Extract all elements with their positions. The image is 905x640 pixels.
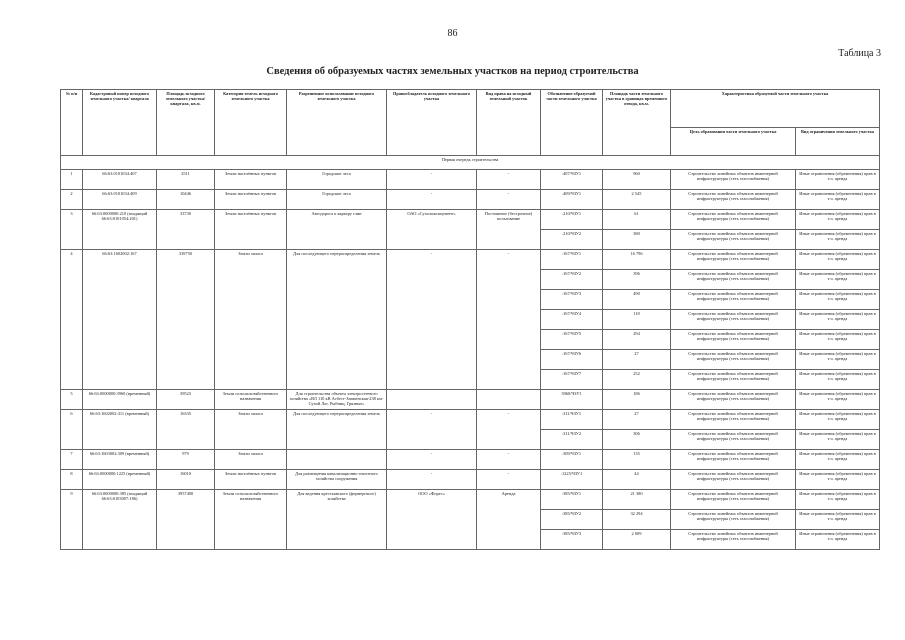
cell-part-area: 306 <box>603 430 671 450</box>
cell-holder: ОАО «Сухоложскцемент» <box>387 210 477 250</box>
cell-category: Земли запаса <box>215 450 287 470</box>
cell-purpose: Строительство линейных объектов инженерной инфраструктуры (сеть газоснабжения) <box>671 290 796 310</box>
cell-restriction: Иные ограничения (обременения) прав в т.ч. аренда <box>796 350 880 370</box>
table-row <box>61 410 880 430</box>
cell-holder: - <box>387 470 477 490</box>
cell-holder: - <box>387 170 477 190</box>
cell-cadastral: 66:63:1602002:167 <box>83 250 157 390</box>
cell-part: 3960/ЧЗУ1 <box>541 390 603 410</box>
cell-part: :385/ЧЗУ3 <box>541 530 603 550</box>
table-row <box>61 170 880 190</box>
header-category: Категория земель исходного земельного участка <box>215 90 287 156</box>
cell-part: :385/ЧЗУ2 <box>541 510 603 530</box>
cell-right <box>477 390 541 410</box>
cell-purpose: Строительство линейных объектов инженерной инфраструктуры (сеть газоснабжения) <box>671 330 796 350</box>
cell-area: 39523 <box>157 390 215 410</box>
cell-purpose: Строительство линейных объектов инженерной инфраструктуры (сеть газоснабжения) <box>671 470 796 490</box>
cell-cadastral: 66:63:0000000:3960 (временный) <box>83 390 157 410</box>
cell-cadastral: 66:63:0000000:210 (входящий 66:63:0101054:201) <box>83 210 157 250</box>
cell-num: 9 <box>61 490 83 550</box>
cell-part: :167/ЧЗУ2 <box>541 270 603 290</box>
cell-purpose: Строительство линейных объектов инженерной инфраструктуры (сеть газоснабжения) <box>671 350 796 370</box>
table-row <box>61 190 880 210</box>
cell-part: :409/ЧЗУ1 <box>541 190 603 210</box>
cell-num: 4 <box>61 250 83 390</box>
header-area: Площадь исходного земельного участка/ квартала, кв.м. <box>157 90 215 156</box>
table-row <box>61 210 880 230</box>
cell-right: - <box>477 410 541 450</box>
cell-part: :1225/ЧЗУ1 <box>541 470 603 490</box>
cell-permitted-use: Для размещения канализационно-очистного хозяйства сооружения <box>287 470 387 490</box>
cell-area: 33730 <box>157 210 215 250</box>
cell-holder: - <box>387 410 477 450</box>
cell-right: Постоянное (бессрочное) пользование <box>477 210 541 250</box>
cell-area: 339750 <box>157 250 215 390</box>
cell-part: :385/ЧЗУ1 <box>541 490 603 510</box>
cell-purpose: Строительство линейных объектов инженерной инфраструктуры (сеть газоснабжения) <box>671 490 796 510</box>
cell-area: 2511 <box>157 170 215 190</box>
cell-part-area: 27 <box>603 410 671 430</box>
header-part: Обозначение образуемой части земельного участка <box>541 90 603 156</box>
table-row <box>61 450 880 470</box>
cell-permitted-use: Для последующего перераспределения земель <box>287 250 387 390</box>
cell-area: 16335 <box>157 410 215 450</box>
cell-cadastral: 66:63:1603002:309 (временный) <box>83 450 157 470</box>
cell-restriction: Иные ограничения (обременения) прав в т.ч. аренда <box>796 530 880 550</box>
cell-part-area: 32 294 <box>603 510 671 530</box>
header-restriction: Вид ограничения земельного участка <box>796 128 880 156</box>
cell-purpose: Строительство линейных объектов инженерной инфраструктуры (сеть газоснабжения) <box>671 170 796 190</box>
cell-category: Земли населённых пунктов <box>215 470 287 490</box>
cell-category: Земли запаса <box>215 250 287 390</box>
cell-cadastral: 66:63:0101034:407 <box>83 170 157 190</box>
table-row <box>61 390 880 410</box>
cell-purpose: Строительство линейных объектов инженерной инфраструктуры (сеть газоснабжения) <box>671 190 796 210</box>
cell-restriction: Иные ограничения (обременения) прав в т.ч. аренда <box>796 490 880 510</box>
header-part-area: Площадь части земельного участка в границах временного отвода, кв.м. <box>603 90 671 156</box>
header-permitted-use: Разрешенное использование исходного земельного участка <box>287 90 387 156</box>
cell-part: :167/ЧЗУ3 <box>541 290 603 310</box>
cell-num: 2 <box>61 190 83 210</box>
cell-permitted-use: Для последующего перераспределения земель <box>287 410 387 450</box>
table-row <box>61 470 880 490</box>
cell-cadastral: 66:63:0000000:385 (входящий 66:63:0103007:186) <box>83 490 157 550</box>
cell-restriction: Иные ограничения (обременения) прав в т.ч. аренда <box>796 230 880 250</box>
header-num: № п/п <box>61 90 83 156</box>
cell-num: 8 <box>61 470 83 490</box>
cell-restriction: Иные ограничения (обременения) прав в т.ч. аренда <box>796 250 880 270</box>
cell-area: 10446 <box>157 190 215 210</box>
cell-holder: - <box>387 190 477 210</box>
cell-restriction: Иные ограничения (обременения) прав в т.ч. аренда <box>796 310 880 330</box>
cell-cadastral: 66:63:1602002:311 (временный) <box>83 410 157 450</box>
cell-part: :167/ЧЗУ1 <box>541 250 603 270</box>
cell-part: :167/ЧЗУ5 <box>541 330 603 350</box>
cell-cadastral: 66:63:0101034:409 <box>83 190 157 210</box>
cell-num: 5 <box>61 390 83 410</box>
cell-part: :167/ЧЗУ6 <box>541 350 603 370</box>
cell-restriction: Иные ограничения (обременения) прав в т.ч. аренда <box>796 210 880 230</box>
cell-part-area: 252 <box>603 370 671 390</box>
cell-permitted-use: Для строительства объекта электросетевого хозяйства «ВЛ 110 кВ Асбест-Знаменская-238 км-Сухой Лог, Рыбниц, Грязные» <box>287 390 387 410</box>
cell-restriction: Иные ограничения (обременения) прав в т.ч. аренда <box>796 170 880 190</box>
page-number: 86 <box>447 28 458 39</box>
cell-purpose: Строительство линейных объектов инженерной инфраструктуры (сеть газоснабжения) <box>671 230 796 250</box>
header-purpose: Цель образования части земельного участка <box>671 128 796 156</box>
cell-area: 979 <box>157 450 215 470</box>
cell-purpose: Строительство линейных объектов инженерной инфраструктуры (сеть газоснабжения) <box>671 210 796 230</box>
cell-restriction: Иные ограничения (обременения) прав в т.ч. аренда <box>796 270 880 290</box>
cell-permitted-use <box>287 450 387 470</box>
cell-part-area: 118 <box>603 310 671 330</box>
cell-holder: ООО «Форес» <box>387 490 477 550</box>
cell-part-area: 21 380 <box>603 490 671 510</box>
cell-part: :167/ЧЗУ7 <box>541 370 603 390</box>
cell-restriction: Иные ограничения (обременения) прав в т.ч. аренда <box>796 370 880 390</box>
cell-purpose: Строительство линейных объектов инженерной инфраструктуры (сеть газоснабжения) <box>671 430 796 450</box>
cell-part-area: 2 545 <box>603 190 671 210</box>
cell-permitted-use: Для ведения крестьянского (фермерского) хозяйства <box>287 490 387 550</box>
cell-area: 16010 <box>157 470 215 490</box>
cell-right: - <box>477 450 541 470</box>
cell-part-area: 16 796 <box>603 250 671 270</box>
cell-restriction: Иные ограничения (обременения) прав в т.ч. аренда <box>796 470 880 490</box>
cell-num: 7 <box>61 450 83 470</box>
cell-restriction: Иные ограничения (обременения) прав в т.ч. аренда <box>796 290 880 310</box>
cell-num: 6 <box>61 410 83 450</box>
cell-num: 3 <box>61 210 83 250</box>
cell-purpose: Строительство линейных объектов инженерной инфраструктуры (сеть газоснабжения) <box>671 510 796 530</box>
cell-permitted-use: Городские леса <box>287 190 387 210</box>
cell-restriction: Иные ограничения (обременения) прав в т.ч. аренда <box>796 430 880 450</box>
cell-purpose: Строительство линейных объектов инженерной инфраструктуры (сеть газоснабжения) <box>671 310 796 330</box>
cell-part: :210/ЧЗУ2 <box>541 230 603 250</box>
cell-restriction: Иные ограничения (обременения) прав в т.ч. аренда <box>796 190 880 210</box>
cell-category: Земли населённых пунктов <box>215 170 287 190</box>
document-title: Сведения об образуемых частях земельных участков на период строительства <box>266 66 639 77</box>
cell-purpose: Строительство линейных объектов инженерной инфраструктуры (сеть газоснабжения) <box>671 270 796 290</box>
cell-permitted-use: Городские леса <box>287 170 387 190</box>
cell-right: - <box>477 250 541 390</box>
cell-purpose: Строительство линейных объектов инженерной инфраструктуры (сеть газоснабжения) <box>671 410 796 430</box>
cell-area: 3957400 <box>157 490 215 550</box>
cell-part-area: 490 <box>603 290 671 310</box>
cell-category: Земли сельскохозяйственного назначения <box>215 490 287 550</box>
cell-right: - <box>477 190 541 210</box>
table-label: Таблица 3 <box>838 48 881 59</box>
cell-part-area: 960 <box>603 170 671 190</box>
cell-part-area: 61 <box>603 210 671 230</box>
cell-part: :311/ЧЗУ1 <box>541 410 603 430</box>
cell-restriction: Иные ограничения (обременения) прав в т.ч. аренда <box>796 410 880 430</box>
cell-part-area: 380 <box>603 230 671 250</box>
cell-category: Земли населённых пунктов <box>215 210 287 250</box>
cell-part: :309/ЧЗУ1 <box>541 450 603 470</box>
cell-category: Земли сельскохозяйственного назначения <box>215 390 287 410</box>
cell-part-area: 186 <box>603 390 671 410</box>
header-holder: Правообладатель исходного земельного участка <box>387 90 477 156</box>
cell-cadastral: 66:63:0000000:1225 (временный) <box>83 470 157 490</box>
cell-part-area: 44 <box>603 470 671 490</box>
section-row: Первая очередь строительства <box>61 156 880 170</box>
cell-part-area: 135 <box>603 450 671 470</box>
cell-restriction: Иные ограничения (обременения) прав в т.ч. аренда <box>796 510 880 530</box>
cell-purpose: Строительство линейных объектов инженерной инфраструктуры (сеть газоснабжения) <box>671 250 796 270</box>
cell-restriction: Иные ограничения (обременения) прав в т.ч. аренда <box>796 450 880 470</box>
cell-category: Земли запаса <box>215 410 287 450</box>
cell-part: :167/ЧЗУ4 <box>541 310 603 330</box>
cell-right: - <box>477 170 541 190</box>
cell-restriction: Иные ограничения (обременения) прав в т.ч. аренда <box>796 390 880 410</box>
header-right: Вид права на исходный земельный участок <box>477 90 541 156</box>
cell-part: :407/ЧЗУ1 <box>541 170 603 190</box>
cell-right: Аренда <box>477 490 541 550</box>
cell-part: :311/ЧЗУ2 <box>541 430 603 450</box>
cell-purpose: Строительство линейных объектов инженерной инфраструктуры (сеть газоснабжения) <box>671 530 796 550</box>
cell-part-area: 294 <box>603 330 671 350</box>
land-plots-table <box>60 89 880 550</box>
table-body <box>61 156 880 550</box>
cell-purpose: Строительство линейных объектов инженерной инфраструктуры (сеть газоснабжения) <box>671 390 796 410</box>
cell-holder: - <box>387 250 477 390</box>
cell-holder <box>387 390 477 410</box>
cell-restriction: Иные ограничения (обременения) прав в т.ч. аренда <box>796 330 880 350</box>
header-cadastral: Кадастровый номер исходного земельного участка/ квартала <box>83 90 157 156</box>
cell-permitted-use: Автодорога к карьеру глин <box>287 210 387 250</box>
header-characteristic: Характеристика образуемой части земельного участка <box>671 90 880 128</box>
table-row <box>61 490 880 510</box>
cell-part-area: 2 009 <box>603 530 671 550</box>
cell-part: :210/ЧЗУ1 <box>541 210 603 230</box>
cell-category: Земли населённых пунктов <box>215 190 287 210</box>
cell-holder: - <box>387 450 477 470</box>
cell-num: 1 <box>61 170 83 190</box>
cell-part-area: 27 <box>603 350 671 370</box>
cell-part-area: 396 <box>603 270 671 290</box>
cell-purpose: Строительство линейных объектов инженерной инфраструктуры (сеть газоснабжения) <box>671 450 796 470</box>
cell-purpose: Строительство линейных объектов инженерной инфраструктуры (сеть газоснабжения) <box>671 370 796 390</box>
cell-right: - <box>477 470 541 490</box>
table-row <box>61 250 880 270</box>
